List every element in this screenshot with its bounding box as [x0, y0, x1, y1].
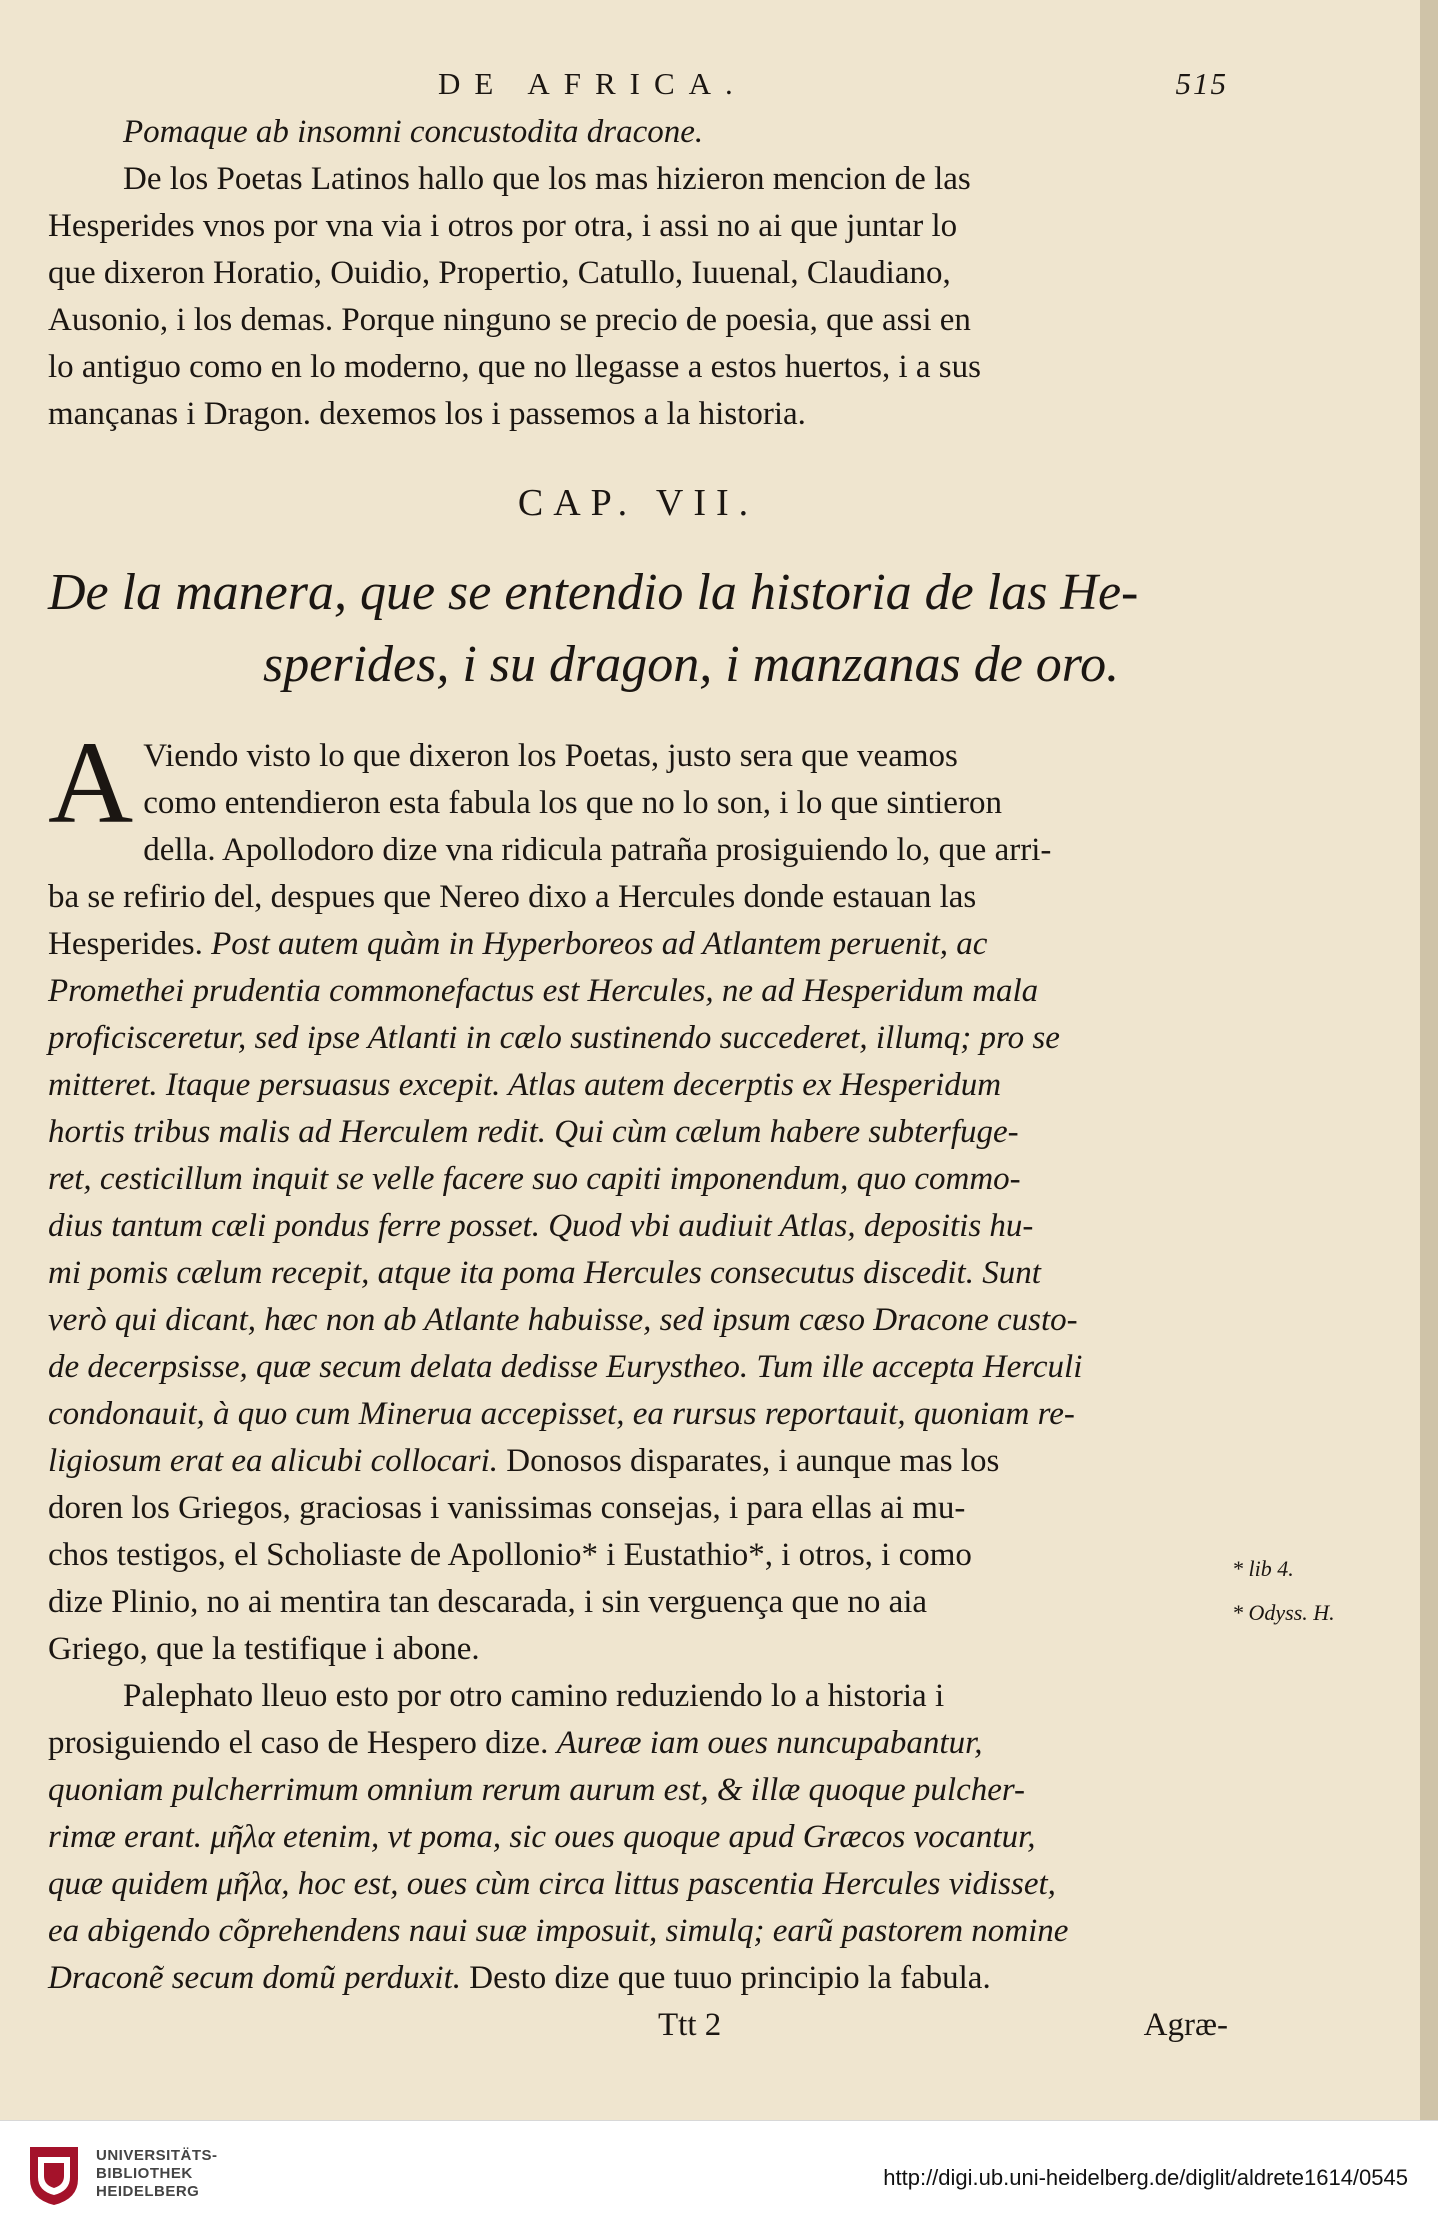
university-seal-icon: [24, 2143, 84, 2207]
text-line: Palephato lleuo esto por otro camino reduziendo lo a historia i: [123, 1678, 945, 1714]
institution-line: BIBLIOTHEK: [96, 2165, 193, 2182]
catchword: Agræ-: [1143, 2007, 1228, 2043]
text-line: [48, 1720, 1228, 1767]
margin-note: * lib 4.: [1232, 1556, 1294, 1581]
latin-line: rimæ erant. μῆλα etenim, vt poma, sic oues quoque apud Græcos vocantur,: [48, 1819, 1036, 1855]
latin-line: hortis tribus malis ad Herculem redit. Qui cùm cælum habere subterfuge-: [48, 1114, 1019, 1150]
catchline: [48, 2002, 1228, 2049]
latin-line: verò qui dicant, hæc non ab Atlante habuisse, sed ipsum cæso Dracone custo-: [48, 1302, 1078, 1338]
latin-line: quoniam pulcherrimum omnium rerum aurum est, & illæ quoque pulcher-: [48, 1772, 1026, 1808]
text-line: Ausonio, i los demas. Porque ninguno se precio de poesia, que assi en: [48, 302, 971, 338]
drop-cap: A: [48, 717, 134, 848]
text-line: [48, 1438, 1228, 1485]
latin-line: quæ quidem μῆλα, hoc est, oues cùm circa littus pascentia Hercules vidisset,: [48, 1866, 1056, 1902]
chapter-body: [48, 717, 1228, 1673]
latin-line: ret, cesticillum inquit se velle facere suo capiti imponendum, quo commo-: [48, 1161, 1021, 1197]
chapter-title-line-2: sperides, i su dragon, i manzanas de oro.: [263, 636, 1120, 693]
latin-line: mi pomis cælum recepit, atque ita poma Hercules consecutus discedit. Sunt: [48, 1255, 1041, 1291]
text-line: Viendo visto lo que dixeron los Poetas, justo sera que veamos: [143, 738, 958, 774]
latin-line: de decerpsisse, quæ secum delata dedisse Eurystheo. Tum ille accepta Herculi: [48, 1349, 1083, 1385]
page-edge: [1420, 0, 1438, 2120]
running-title: DE AFRICA.: [438, 66, 747, 101]
folio-number: 515: [1175, 66, 1228, 101]
chapter-number: CAP. VII.: [517, 482, 759, 524]
roman-text: Donosos disparates, i aunque mas los: [506, 1443, 1000, 1479]
latin-line: Promethei prudentia commonefactus est Hercules, ne ad Hesperidum mala: [48, 973, 1039, 1009]
chapter-title: [48, 557, 1228, 701]
margin-note: * Odyss. H.: [1232, 1600, 1335, 1625]
roman-text: prosiguiendo el caso de Hespero dize.: [48, 1725, 549, 1761]
latin-line: dius tantum cæli pondus ferre posset. Quod vbi audiuit Atlas, depositis hu-: [48, 1208, 1034, 1244]
institution-line: HEIDELBERG: [96, 2183, 200, 2200]
text-line: mançanas i Dragon. dexemos los i passemos a la historia.: [48, 396, 806, 432]
text-line: doren los Griegos, graciosas i vanissimas consejas, i para ellas ai mu-: [48, 1490, 966, 1526]
latin-quote: ligiosum erat ea alicubi collocari.: [48, 1443, 499, 1479]
institution-name: [96, 2147, 218, 2201]
text-line: [48, 921, 1228, 968]
latin-line: condonauit, à quo cum Minerua accepisset, ea rursus reportauit, quoniam re-: [48, 1396, 1075, 1432]
viewer-footer: [0, 2120, 1438, 2236]
text-line: De los Poetas Latinos hallo que los mas hizieron mencion de las: [123, 161, 971, 197]
verse-line: Pomaque ab insomni concustodita dracone.: [123, 114, 704, 150]
text-line: lo antiguo como en lo moderno, que no llegasse a estos huertos, i a sus: [48, 349, 981, 385]
latin-line: ea abigendo cõprehendens naui suæ imposuit, simulq; earũ pastorem nomine: [48, 1913, 1069, 1949]
text-line: dize Plinio, no ai mentira tan descarada, i sin verguença que no aia: [48, 1584, 928, 1620]
text-line: chos testigos, el Scholiaste de Apollonio* i Eustathio*, i otros, i como: [48, 1537, 972, 1573]
text-line: como entendieron esta fabula los que no lo son, i lo que sintieron: [143, 785, 1002, 821]
latin-line: mitteret. Itaque persuasus excepit. Atlas autem decerptis ex Hesperidum: [48, 1067, 1002, 1103]
running-head: [48, 60, 1228, 107]
permalink[interactable]: http://digi.ub.uni-heidelberg.de/diglit/aldrete1614/0545: [883, 2165, 1408, 2190]
signature-mark: Ttt 2: [658, 2007, 722, 2043]
text-line: ba se refirio del, despues que Nereo dixo a Hercules donde estauan las: [48, 879, 977, 915]
chapter-title-line-1: De la manera, que se entendio la historia de las He-: [48, 564, 1139, 621]
institution-line: UNIVERSITÄTS-: [96, 2147, 218, 2164]
roman-text: Desto dize que tuuo principio la fabula.: [469, 1960, 991, 1996]
page-text: [48, 60, 1228, 2049]
text-line: [48, 1955, 1228, 2002]
text-line: que dixeron Horatio, Ouidio, Propertio, Catullo, Iuuenal, Claudiano,: [48, 255, 951, 291]
text-line: della. Apollodoro dize vna ridicula patraña prosiguiendo lo, que arri-: [143, 832, 1052, 868]
paragraph-3: [48, 1673, 1228, 2002]
text-line: Griego, que la testifique i abone.: [48, 1631, 480, 1667]
paragraph-1: [48, 156, 1228, 438]
latin-quote: Draconẽ secum domũ perduxit.: [48, 1960, 462, 1996]
latin-quote: Post autem quàm in Hyperboreos ad Atlantem peruenit, ac: [211, 926, 988, 962]
latin-quote: Aureæ iam oues nuncupabantur,: [556, 1725, 983, 1761]
roman-text: Hesperides.: [48, 926, 203, 962]
latin-line: proficisceretur, sed ipse Atlanti in cælo sustinendo succederet, illumq; pro se: [48, 1020, 1060, 1056]
text-line: Hesperides vnos por vna via i otros por otra, i assi no ai que juntar lo: [48, 208, 958, 244]
